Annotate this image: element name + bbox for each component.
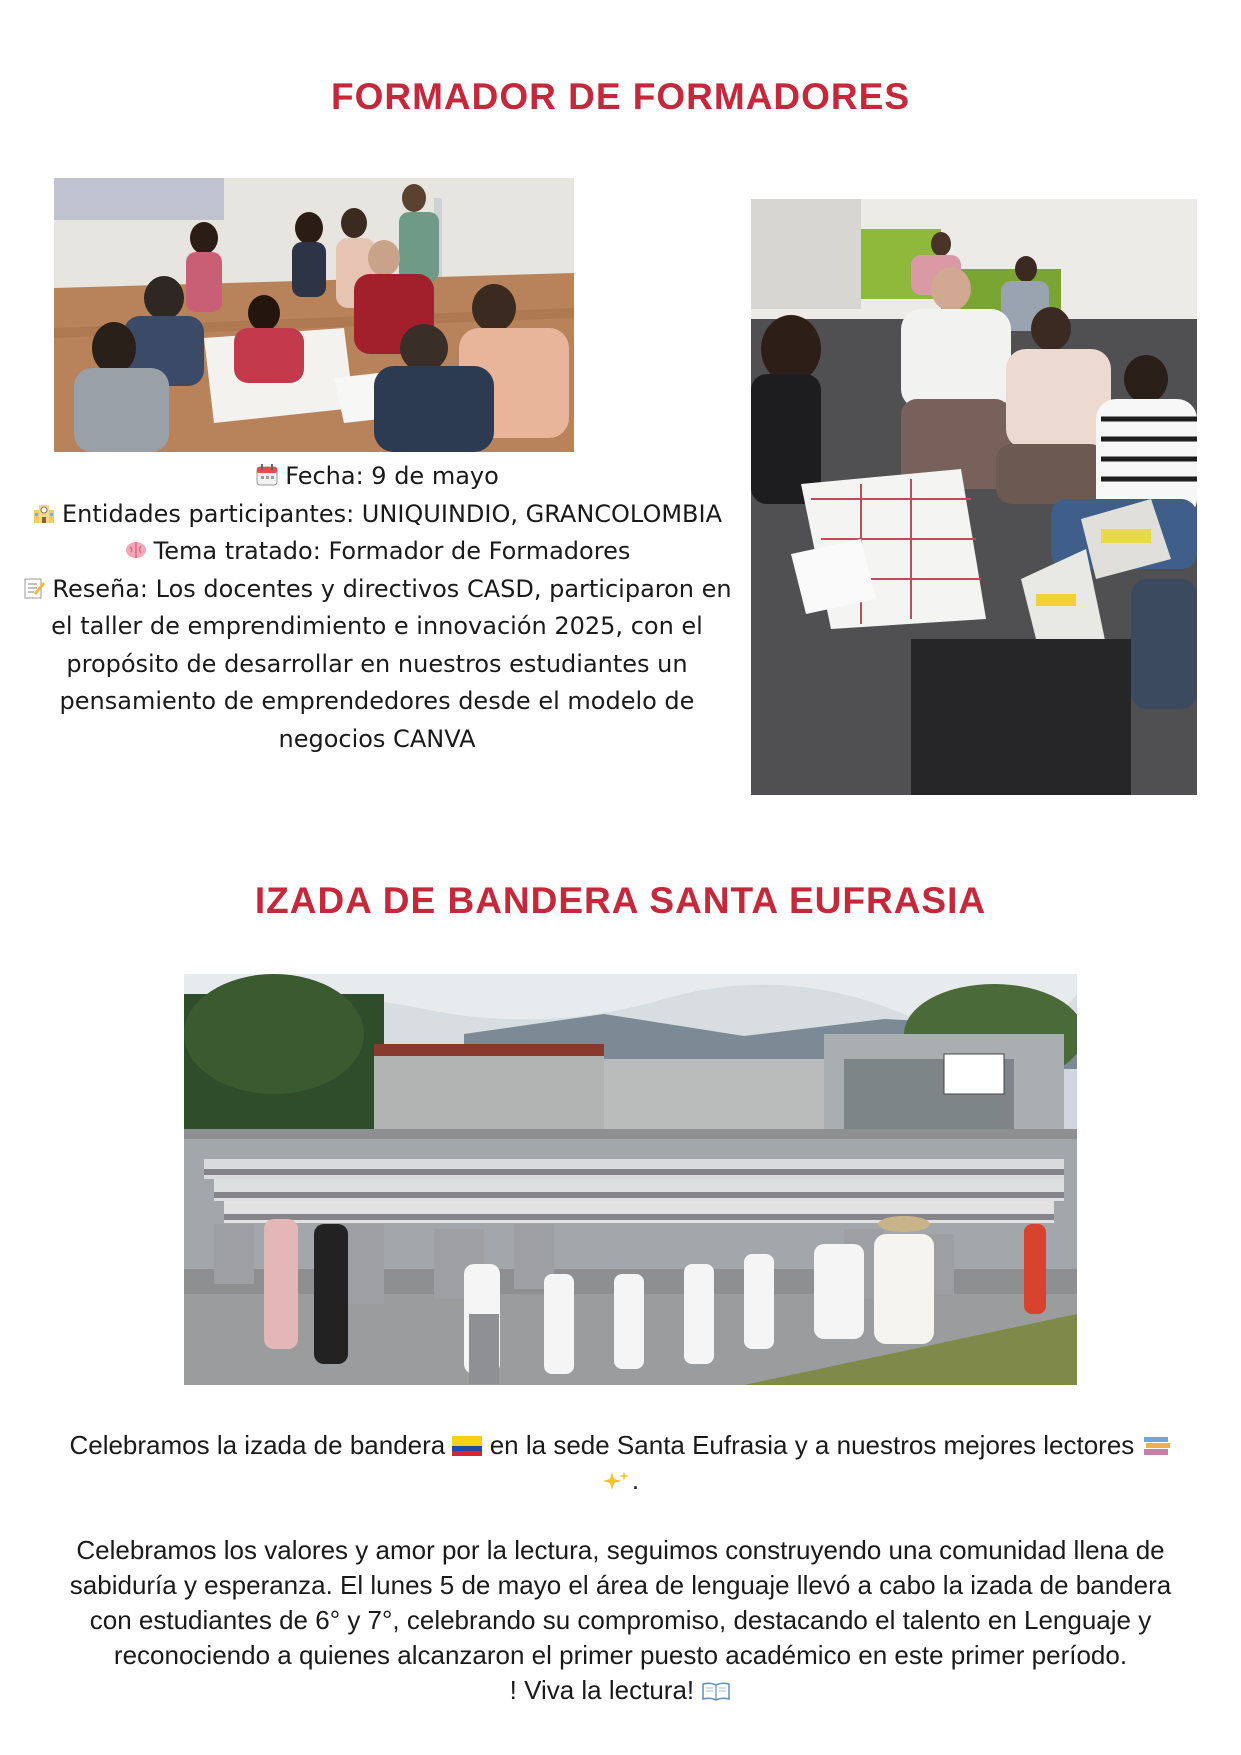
izada-story bbox=[60, 1428, 1181, 1708]
workshop-floor-photo bbox=[54, 178, 574, 452]
entidades-line: Entidades participantes: UNIQUINDIO, GRANCOLOMBIA bbox=[22, 496, 732, 534]
school-icon bbox=[32, 501, 56, 525]
memo-icon bbox=[22, 576, 46, 600]
tema-line: Tema tratado: Formador de Formadores bbox=[22, 533, 732, 571]
sparkles-icon bbox=[602, 1470, 632, 1492]
flag-ceremony-photo bbox=[184, 974, 1077, 1385]
section-title-izada: IZADA DE BANDERA SANTA EUFRASIA bbox=[254, 880, 987, 921]
open-book-icon bbox=[701, 1680, 731, 1702]
story-paragraph-2: Celebramos los valores y amor por la lectura, seguimos construyendo una comunidad llena de sabiduría y esperanza. El lunes 5 de mayo el área de lenguaje llevó a cabo la izada de bandera con estudiantes de 6° y 7°, celebrando su compromiso, destacando el talento en Lenguaje y reconociendo a quienes alcanzaron el primer puesto académico en este primer período. bbox=[69, 1535, 1172, 1670]
fecha-line: Fecha: 9 de mayo bbox=[22, 458, 732, 496]
story-paragraph-1: Celebramos la izada de bandera en la sede Santa Eufrasia y a nuestros mejores lectores . bbox=[60, 1428, 1181, 1498]
section-title-formador: FORMADOR DE FORMADORES bbox=[330, 76, 911, 117]
story-paragraph-3: ! Viva la lectura! bbox=[60, 1673, 1181, 1708]
colombia-flag-icon bbox=[452, 1435, 482, 1457]
workshop-chairs-photo bbox=[751, 199, 1197, 795]
books-icon bbox=[1142, 1435, 1172, 1457]
brain-icon bbox=[124, 538, 148, 562]
event-info bbox=[22, 458, 732, 758]
calendar-icon bbox=[255, 463, 279, 487]
resena-line: Reseña: Los docentes y directivos CASD, participaron en el taller de emprendimiento e innovación 2025, con el propósito de desarrollar en nuestros estudiantes un pensamiento de emprendedores desde el modelo de negocios CANVA bbox=[22, 571, 732, 759]
